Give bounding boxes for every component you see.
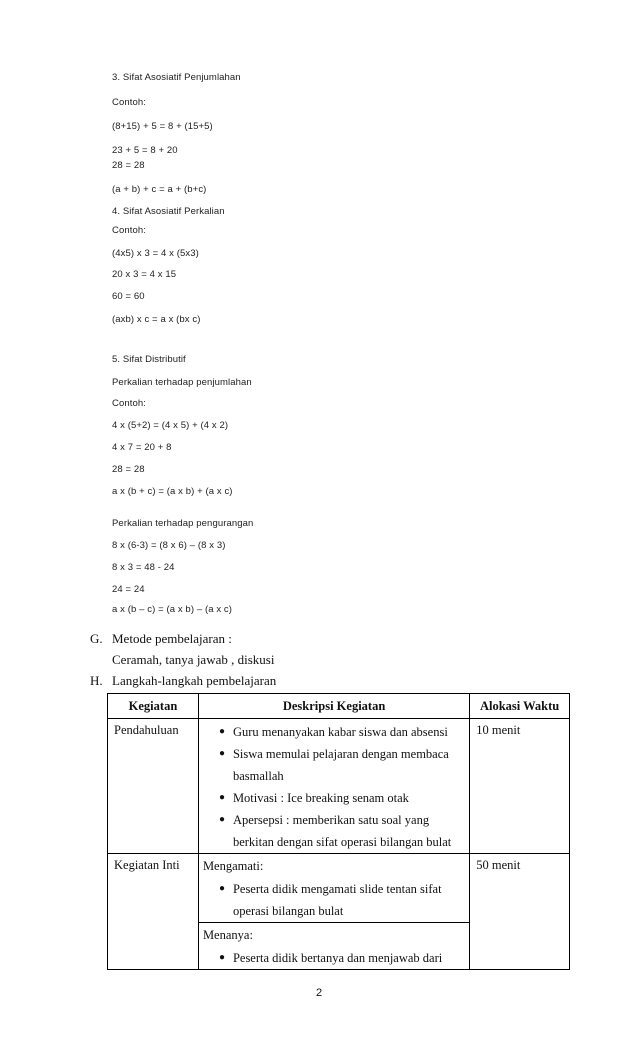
math-line: (4x5) x 3 = 4 x (5x3) — [112, 248, 199, 259]
table-header-row — [108, 694, 570, 719]
bullet-icon: ● — [218, 883, 225, 894]
list-item: ● Peserta didik mengamati slide tentan sifat — [199, 878, 469, 900]
time-allocation: 50 menit — [476, 858, 521, 872]
lesson-steps-table — [107, 693, 570, 970]
header-kegiatan: Kegiatan — [108, 694, 199, 719]
mengamati-label: Mengamati: — [202, 859, 264, 873]
list-item-continuation: operasi bilangan bulat — [232, 904, 344, 918]
math-line: 28 = 28 — [112, 160, 145, 171]
section-g-marker: G. — [90, 631, 103, 646]
math-line: 4. Sifat Asosiatif Perkalian — [112, 206, 225, 217]
math-line: a x (b – c) = (a x b) – (a x c) — [112, 604, 233, 615]
table-row — [108, 854, 570, 970]
page-number: 2 — [315, 987, 323, 999]
section-h-title: Langkah-langkah pembelajaran — [112, 673, 277, 688]
list-item: ● Peserta didik bertanya dan menjawab dari — [199, 947, 469, 969]
math-line: (8+15) + 5 = 8 + (15+5) — [112, 121, 213, 132]
math-line: 20 x 3 = 4 x 15 — [112, 269, 177, 280]
list-item: ● Siswa memulai pelajaran dengan membaca — [199, 743, 469, 765]
list-item: ● Apersepsi : memberikan satu soal yang — [199, 809, 469, 831]
math-line: 60 = 60 — [112, 291, 145, 302]
row-label: Kegiatan Inti — [114, 858, 180, 872]
bullet-icon: ● — [218, 748, 225, 759]
math-line: 28 = 28 — [112, 464, 145, 475]
bullet-icon: ● — [218, 792, 225, 803]
mengamati-block — [199, 854, 469, 923]
math-line: Contoh: — [112, 225, 146, 236]
menanya-block — [199, 923, 469, 969]
bullet-icon: ● — [218, 814, 225, 825]
menanya-label: Menanya: — [202, 928, 253, 942]
math-line: 24 = 24 — [112, 584, 145, 595]
math-line: 8 x 3 = 48 - 24 — [112, 562, 175, 573]
math-line: (axb) x c = a x (bx c) — [112, 314, 201, 325]
section-h-marker: H. — [90, 673, 103, 688]
math-line: 4 x (5+2) = (4 x 5) + (4 x 2) — [112, 420, 229, 431]
math-line: 8 x (6-3) = (8 x 6) – (8 x 3) — [112, 540, 226, 551]
math-line: a x (b + c) = (a x b) + (a x c) — [112, 486, 233, 497]
header-alokasi: Alokasi Waktu — [470, 694, 570, 719]
time-allocation: 10 menit — [476, 723, 521, 737]
math-line: (a + b) + c = a + (b+c) — [112, 184, 207, 195]
list-item: ● Motivasi : Ice breaking senam otak — [199, 787, 469, 809]
pendahuluan-list — [199, 719, 469, 853]
header-deskripsi: Deskripsi Kegiatan — [198, 694, 469, 719]
bullet-icon: ● — [218, 726, 225, 737]
list-item: ● Guru menanyakan kabar siswa dan absensi — [199, 721, 469, 743]
mengamati-list — [199, 878, 469, 922]
math-line: 23 + 5 = 8 + 20 — [112, 145, 178, 156]
math-line: Contoh: — [112, 398, 146, 409]
section-g-text: Ceramah, tanya jawab , diskusi — [112, 652, 275, 667]
math-line: 3. Sifat Asosiatif Penjumlahan — [112, 72, 241, 83]
math-line: Perkalian terhadap penjumlahan — [112, 377, 252, 388]
menanya-list — [199, 947, 469, 969]
bullet-icon: ● — [218, 952, 225, 963]
math-line: 4 x 7 = 20 + 8 — [112, 442, 172, 453]
row-label: Pendahuluan — [114, 723, 179, 737]
table-row — [108, 719, 570, 854]
list-item-continuation: basmallah — [232, 769, 284, 783]
math-line: Perkalian terhadap pengurangan — [112, 518, 254, 529]
list-item-continuation: berkitan dengan sifat operasi bilangan bulat — [232, 835, 452, 849]
section-g-title: Metode pembelajaran : — [112, 631, 232, 646]
math-line: 5. Sifat Distributif — [112, 354, 186, 365]
math-line: Contoh: — [112, 97, 146, 108]
